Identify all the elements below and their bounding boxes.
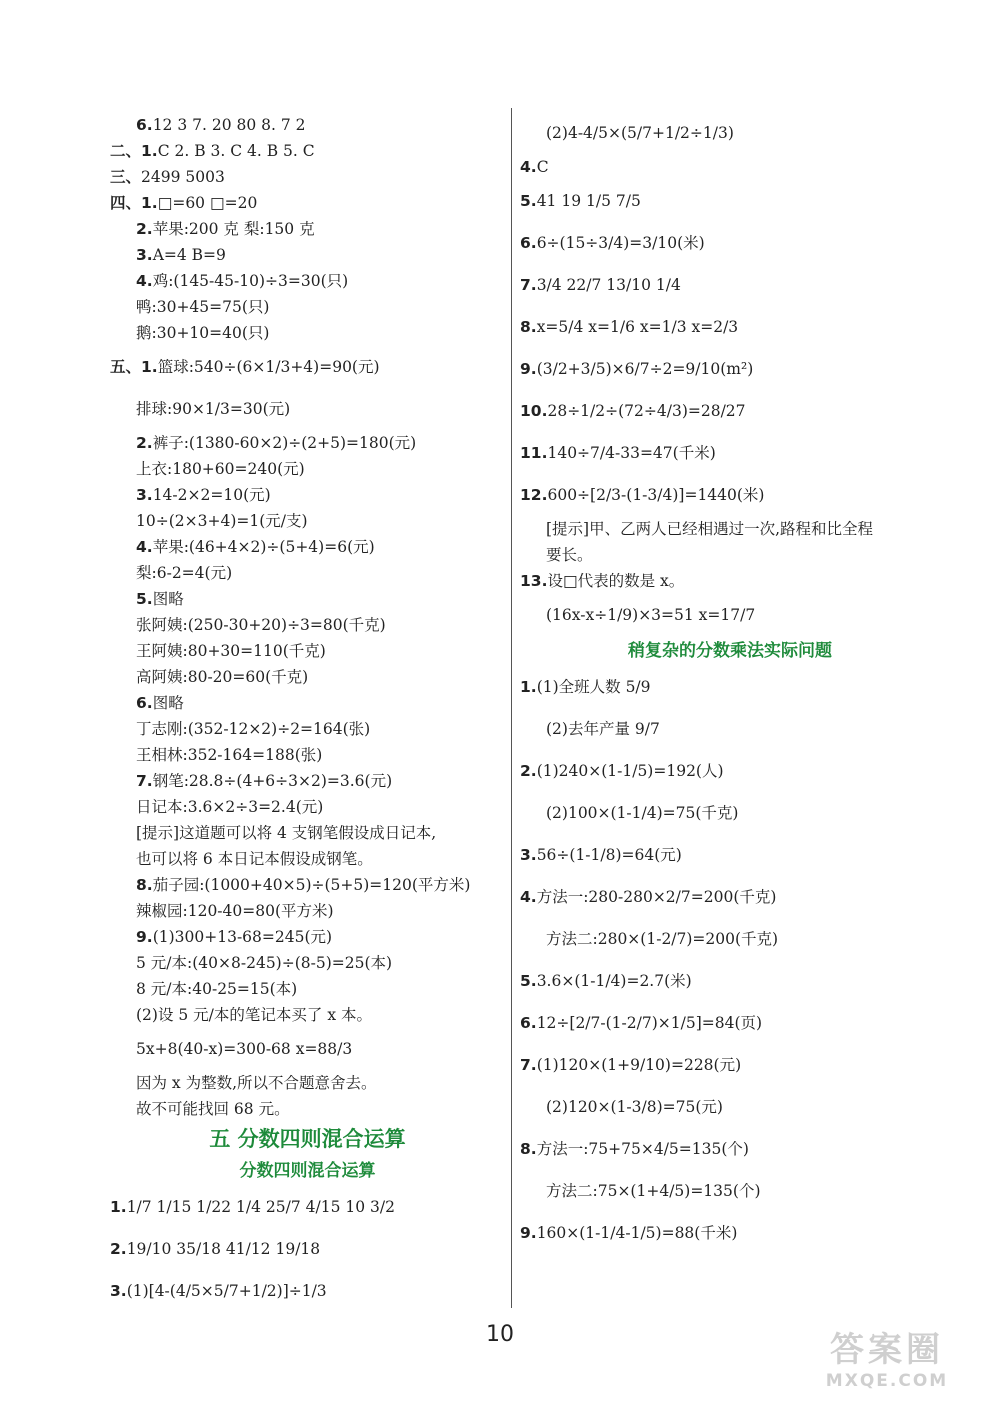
- answer-text: 5 元/本:(40×8-245)÷(8-5)=25(本): [136, 954, 393, 972]
- answer-line: [110, 190, 505, 216]
- answer-text: 图略: [152, 590, 184, 608]
- answer-text: 设□代表的数是 x。: [547, 572, 685, 590]
- answer-line: [520, 750, 940, 792]
- question-number: 9.: [520, 360, 537, 378]
- left-answer-list-tail: [110, 1186, 505, 1312]
- column-divider: [511, 108, 512, 1308]
- answer-text: 篮球:540÷(6×1/3+4)=90(元): [157, 358, 380, 376]
- answer-text: 3.6×(1-1/4)=2.7(米): [536, 972, 692, 990]
- question-number: 7.: [136, 772, 153, 790]
- answer-text: 10÷(2×3+4)=1(元/支): [136, 512, 308, 530]
- answer-text: x=5/4 x=1/6 x=1/3 x=2/3: [536, 318, 739, 336]
- answer-line: [110, 320, 505, 346]
- answer-line: [520, 390, 940, 432]
- answer-text: 140÷7/4-33=47(千米): [547, 444, 716, 462]
- question-number: 7.: [520, 276, 537, 294]
- section-subtitle: 分数四则混合运算: [239, 1161, 376, 1181]
- answer-line: [520, 348, 940, 390]
- answer-text: (1)120×(1+9/10)=228(元): [536, 1056, 742, 1074]
- answer-text: 鸭:30+45=75(只): [136, 298, 270, 316]
- answer-line: [110, 112, 505, 138]
- answer-text: 王相林:352-164=188(张): [136, 746, 323, 764]
- question-number: 9.: [520, 1224, 537, 1242]
- answer-line: [110, 138, 505, 164]
- answer-text: 2499 5003: [141, 168, 225, 186]
- answer-text: 丁志刚:(352-12×2)÷2=164(张): [136, 720, 371, 738]
- answer-text: 28÷1/2÷(72÷4/3)=28/27: [547, 402, 746, 420]
- question-number: 五、1.: [110, 358, 158, 376]
- answer-line: [110, 268, 505, 294]
- answer-line: [110, 872, 505, 898]
- answer-text: 辣椒园:120-40=80(平方米): [136, 902, 334, 920]
- question-number: 7.: [520, 1056, 537, 1074]
- question-number: 12.: [520, 486, 548, 504]
- answer-line: [520, 960, 940, 1002]
- question-number: 9.: [136, 928, 153, 946]
- right-answer-list: [520, 112, 940, 636]
- answer-text: 钢笔:28.8÷(4+6÷3×2)=3.6(元): [152, 772, 393, 790]
- answer-line: [520, 1044, 940, 1086]
- question-number: 1.: [520, 678, 537, 696]
- section-title-right: 稍复杂的分数乘法实际问题: [628, 641, 832, 661]
- answer-line: [520, 474, 940, 516]
- answer-line: [520, 666, 940, 708]
- answer-text: 19/10 35/18 41/12 19/18: [126, 1240, 321, 1258]
- answer-line: [110, 216, 505, 242]
- answer-text: 5x+8(40-x)=300-68 x=88/3: [136, 1040, 353, 1058]
- answer-text: 高阿姨:80-20=60(千克): [136, 668, 309, 686]
- answer-line: [110, 846, 505, 872]
- answer-line: [520, 568, 940, 594]
- answer-line: [110, 388, 505, 430]
- answer-text: (3/2+3/5)×6/7÷2=9/10(m²): [536, 360, 754, 378]
- question-number: 1.: [110, 1198, 127, 1216]
- answer-text: 12 3 7. 20 80 8. 7 2: [152, 116, 306, 134]
- answer-text: [提示]这道题可以将 4 支钢笔假设成日记本,: [136, 824, 437, 842]
- question-number: 5.: [520, 972, 537, 990]
- answer-text: 160×(1-1/4-1/5)=88(千米): [536, 1224, 738, 1242]
- answer-line: [520, 876, 940, 918]
- answer-line: [520, 264, 940, 306]
- question-number: 6.: [520, 1014, 537, 1032]
- answer-text: 张阿姨:(250-30+20)÷3=80(千克): [136, 616, 386, 634]
- question-number: 13.: [520, 572, 548, 590]
- answer-text: 王阿姨:80+30=110(千克): [136, 642, 326, 660]
- answer-text: 3/4 22/7 13/10 1/4: [536, 276, 681, 294]
- answer-line: [110, 716, 505, 742]
- answer-text: 裤子:(1380-60×2)÷(2+5)=180(元): [152, 434, 417, 452]
- page-number: 10: [486, 1322, 514, 1347]
- answer-text: 41 19 1/5 7/5: [536, 192, 641, 210]
- answer-text: C 2. B 3. C 4. B 5. C: [157, 142, 315, 160]
- answer-line: [110, 1228, 505, 1270]
- answer-text: (2)100×(1-1/4)=75(千克): [546, 804, 739, 822]
- answer-text: 8 元/本:40-25=15(本): [136, 980, 298, 998]
- question-number: 二、1.: [110, 142, 158, 160]
- answer-line: [110, 794, 505, 820]
- answer-text: 也可以将 6 本日记本假设成钢笔。: [136, 850, 373, 868]
- question-number: 三、: [110, 168, 142, 186]
- right-column: [520, 112, 940, 1254]
- answer-text: [提示]甲、乙两人已经相遇过一次,路程和比全程: [546, 520, 874, 538]
- answer-line: [110, 1070, 505, 1096]
- answer-line: [520, 1170, 940, 1212]
- question-number: 4.: [520, 158, 537, 176]
- question-number: 4.: [136, 538, 153, 556]
- answer-text: 梨:6-2=4(元): [136, 564, 233, 582]
- question-number: 3.: [520, 846, 537, 864]
- answer-line: [520, 708, 940, 750]
- answer-text: (2)4-4/5×(5/7+1/2÷1/3): [546, 124, 734, 142]
- question-number: 3.: [136, 486, 153, 504]
- answer-text: C: [536, 158, 549, 176]
- answer-line: [520, 1128, 940, 1170]
- answer-line: [110, 820, 505, 846]
- answer-text: 故不可能找回 68 元。: [136, 1100, 290, 1118]
- answer-line: [110, 1096, 505, 1122]
- answer-line: [520, 834, 940, 876]
- answer-line: [110, 950, 505, 976]
- question-number: 6.: [520, 234, 537, 252]
- watermark-text: 答案圈: [830, 1330, 944, 1370]
- answer-line: [520, 306, 940, 348]
- answer-text: 方法一:75+75×4/5=135(个): [536, 1140, 749, 1158]
- answer-line: [520, 154, 940, 180]
- answer-line: [520, 1212, 940, 1254]
- answer-text: 苹果:200 克 梨:150 克: [152, 220, 315, 238]
- question-number: 6.: [136, 116, 153, 134]
- answer-text: 方法一:280-280×2/7=200(千克): [536, 888, 777, 906]
- answer-line: [110, 768, 505, 794]
- answer-line: [520, 918, 940, 960]
- answer-line: [110, 1002, 505, 1028]
- answer-line: [110, 1270, 505, 1312]
- question-number: 3.: [110, 1282, 127, 1300]
- answer-text: 因为 x 为整数,所以不合题意舍去。: [136, 1074, 377, 1092]
- answer-line: [110, 482, 505, 508]
- answer-line: [520, 222, 940, 264]
- answer-line: [520, 792, 940, 834]
- right-answer-list-tail: [520, 666, 940, 1254]
- answer-line: [110, 898, 505, 924]
- answer-text: (2)120×(1-3/8)=75(元): [546, 1098, 723, 1116]
- answer-line: [110, 346, 505, 388]
- question-number: 3.: [136, 246, 153, 264]
- answer-text: 方法二:280×(1-2/7)=200(千克): [546, 930, 779, 948]
- answer-text: 14-2×2=10(元): [152, 486, 271, 504]
- question-number: 四、1.: [110, 194, 158, 212]
- answer-text: (1)全班人数 5/9: [536, 678, 651, 696]
- answer-line: [110, 430, 505, 456]
- answer-text: (2)设 5 元/本的笔记本买了 x 本。: [136, 1006, 372, 1024]
- answer-text: 56÷(1-1/8)=64(元): [536, 846, 682, 864]
- question-number: 8.: [136, 876, 153, 894]
- answer-text: 方法二:75×(1+4/5)=135(个): [546, 1182, 761, 1200]
- question-number: 4.: [136, 272, 153, 290]
- answer-text: 鹅:30+10=40(只): [136, 324, 270, 342]
- answer-line: [110, 664, 505, 690]
- answer-line: [520, 112, 940, 154]
- answer-line: [520, 432, 940, 474]
- answer-line: [520, 1002, 940, 1044]
- answer-line: [110, 586, 505, 612]
- answer-line: [520, 594, 940, 636]
- answer-line: [110, 560, 505, 586]
- answer-line: [110, 1186, 505, 1228]
- question-number: 4.: [520, 888, 537, 906]
- answer-line: [520, 542, 940, 568]
- answer-line: [110, 690, 505, 716]
- answer-text: 6÷(15÷3/4)=3/10(米): [536, 234, 705, 252]
- answer-line: [520, 180, 940, 222]
- question-number: 5.: [520, 192, 537, 210]
- answer-text: 图略: [152, 694, 184, 712]
- watermark-logo: [802, 1322, 972, 1402]
- answer-line: [110, 508, 505, 534]
- answer-line: [110, 534, 505, 560]
- question-number: 2.: [136, 434, 153, 452]
- question-number: 8.: [520, 1140, 537, 1158]
- left-column: [110, 112, 505, 1312]
- question-number: 2.: [520, 762, 537, 780]
- question-number: 8.: [520, 318, 537, 336]
- watermark-url: MXQE.COM: [825, 1371, 949, 1391]
- answer-text: 上衣:180+60=240(元): [136, 460, 305, 478]
- question-number: 5.: [136, 590, 153, 608]
- answer-text: (1)[4-(4/5×5/7+1/2)]÷1/3: [126, 1282, 327, 1300]
- question-number: 2.: [136, 220, 153, 238]
- left-answer-list: [110, 112, 505, 1122]
- answer-line: [520, 1086, 940, 1128]
- answer-text: 12÷[2/7-(1-2/7)×1/5]=84(页): [536, 1014, 763, 1032]
- answer-line: [110, 742, 505, 768]
- answer-text: (16x-x÷1/9)×3=51 x=17/7: [546, 606, 756, 624]
- answer-line: [110, 164, 505, 190]
- answer-text: 要长。: [546, 546, 593, 564]
- answer-line: [110, 612, 505, 638]
- answer-text: 茄子园:(1000+40×5)÷(5+5)=120(平方米): [152, 876, 471, 894]
- question-number: 10.: [520, 402, 548, 420]
- answer-text: □=60 □=20: [157, 194, 258, 212]
- answer-text: 苹果:(46+4×2)÷(5+4)=6(元): [152, 538, 375, 556]
- answer-text: (2)去年产量 9/7: [546, 720, 660, 738]
- answer-text: 鸡:(145-45-10)÷3=30(只): [152, 272, 349, 290]
- answer-text: 日记本:3.6×2÷3=2.4(元): [136, 798, 324, 816]
- answer-text: (1)300+13-68=245(元): [152, 928, 333, 946]
- answer-text: A=4 B=9: [152, 246, 226, 264]
- answer-line: [110, 294, 505, 320]
- answer-text: (1)240×(1-1/5)=192(人): [536, 762, 724, 780]
- answer-line: [110, 638, 505, 664]
- question-number: 11.: [520, 444, 548, 462]
- answer-text: 1/7 1/15 1/22 1/4 25/7 4/15 10 3/2: [126, 1198, 395, 1216]
- answer-line: [110, 976, 505, 1002]
- question-number: 2.: [110, 1240, 127, 1258]
- answer-line: [110, 456, 505, 482]
- answer-text: 排球:90×1/3=30(元): [136, 400, 291, 418]
- answer-text: 600÷[2/3-(1-3/4)]=1440(米): [547, 486, 765, 504]
- answer-line: [110, 1028, 505, 1070]
- answer-line: [520, 516, 940, 542]
- answer-line: [110, 242, 505, 268]
- question-number: 6.: [136, 694, 153, 712]
- answer-line: [110, 924, 505, 950]
- section-title: 五 分数四则混合运算: [209, 1127, 406, 1151]
